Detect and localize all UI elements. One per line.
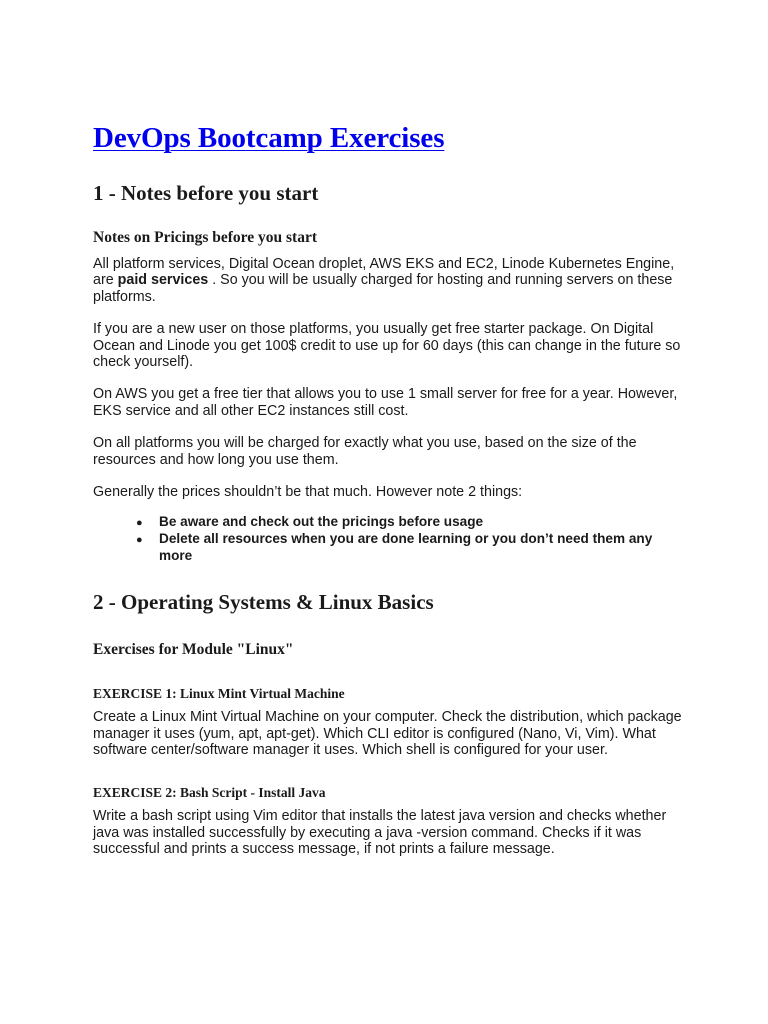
pricing-paragraph-4: On all platforms you will be charged for exactly what you use, based on the size of the resources and how long you use them. [93, 435, 637, 468]
pricing-paragraph-1-end: . So you will be usually charged for hosting and running servers on these platforms. [93, 272, 673, 305]
pricing-notes-subheading: Notes on Pricings before you start [93, 229, 318, 246]
list-item [136, 514, 683, 531]
document-page [93, 118, 683, 858]
list-item-text: Delete all resources when you are done learning or you don’t need them any more [159, 531, 653, 563]
bullet-icon: ● [136, 517, 143, 530]
bullet-icon: ● [136, 534, 143, 547]
exercise-2-title: EXERCISE 2: Bash Script - Install Java [93, 785, 326, 801]
paid-services-emphasis: paid services [117, 272, 209, 289]
document-title-link[interactable]: DevOps Bootcamp Exercises [93, 122, 445, 154]
exercise-1-title: EXERCISE 1: Linux Mint Virtual Machine [93, 686, 345, 702]
exercise-1-text: Create a Linux Mint Virtual Machine on your computer. Check the distribution, which package manager it uses (yum, apt, apt-get). Which CLI editor is configured (Nano, Vi, Vim). What software center/software manager it uses. Which shell is configured for your user. [93, 709, 682, 759]
exercise-2-text: Write a bash script using Vim editor that installs the latest java version and checks whether java was installed successfully by executing a java -version command. Checks if it was successful and prints a success message, if not prints a failure message. [93, 808, 667, 858]
pricing-paragraph-2: If you are a new user on those platforms, you usually get free starter package. On Digital Ocean and Linode you get 100$ credit to use up for 60 days (this can change in the future so check yourself). [93, 321, 681, 371]
section-2-heading: 2 - Operating Systems & Linux Basics [93, 590, 434, 615]
pricing-paragraph-1 [93, 256, 683, 305]
pricing-bullet-list [93, 514, 683, 564]
linux-exercises-subheading: Exercises for Module "Linux" [93, 641, 294, 659]
list-item [136, 531, 683, 564]
pricing-paragraph-1-start: All platform services, Digital Ocean droplet, AWS EKS and EC2, Linode Kubernetes Engine, are [93, 256, 675, 289]
pricing-paragraph-5: Generally the prices shouldn’t be that much. However note 2 things: [93, 484, 523, 501]
list-item-text: Be aware and check out the pricings before usage [159, 514, 484, 530]
pricing-paragraph-3: On AWS you get a free tier that allows you to use 1 small server for free for a year. However, EKS service and all other EC2 instances still cost. [93, 386, 678, 419]
section-1-heading: 1 - Notes before you start [93, 181, 319, 205]
